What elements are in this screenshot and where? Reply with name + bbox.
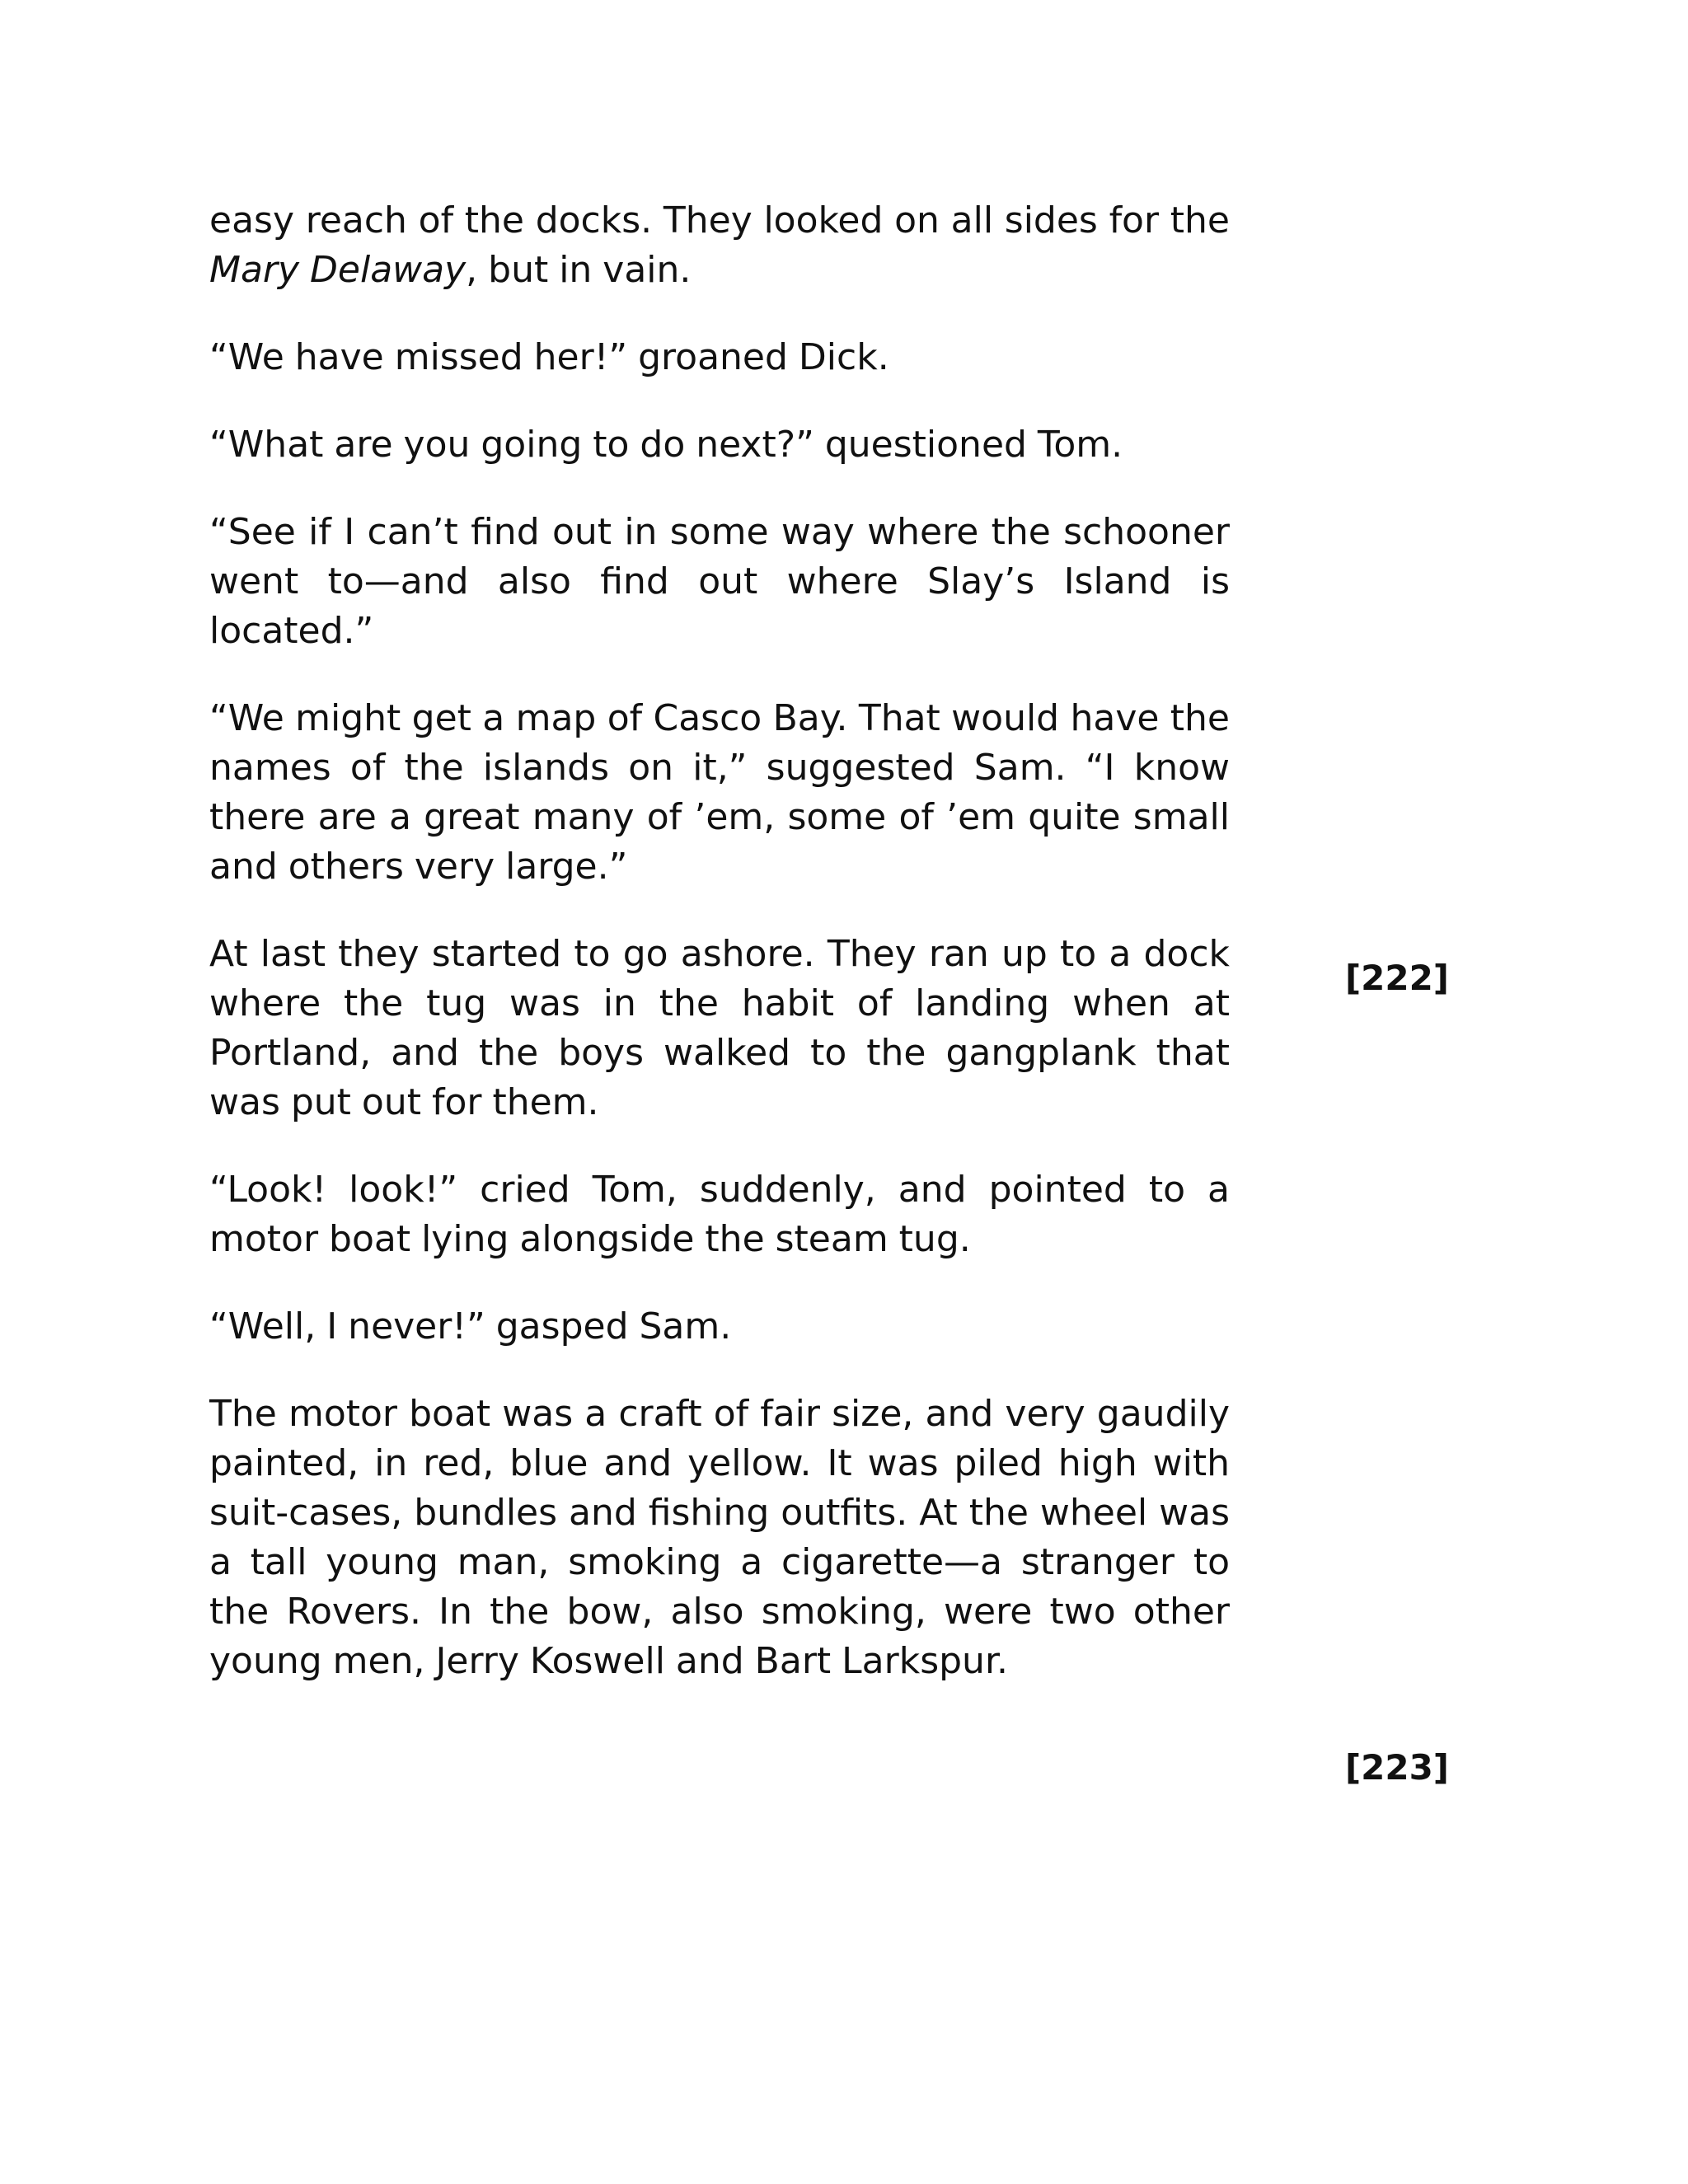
ship-name: Mary Delaway — [209, 249, 467, 291]
paragraph-1-end: , but in vain. — [466, 249, 692, 291]
paragraph-8: “Well, I never!” gasped Sam. — [209, 1305, 732, 1347]
paragraph-1-start: easy reach of the docks. They looked on all sides for the — [209, 199, 1230, 241]
paragraph-5: “We might get a map of Casco Bay. That would have the names of the islands on it,” suggested Sam. “I know there are a great many of ’em, some of ’em quite small and others very large.” — [209, 697, 1230, 888]
book-text — [209, 196, 1230, 1724]
paragraph-6: At last they started to go ashore. They ran up to a dock where the tug was in the habit of landing when at Portland, and the boys walked to the gangplank that was put out for them. — [209, 933, 1230, 1123]
paragraph-9: The motor boat was a craft of fair size, and very gaudily painted, in red, blue and yellow. It was piled high with suit-cases, bundles and fishing outfits. At the wheel was a tall young man, smoking a cigarette—a stranger to the Rovers. In the bow, also smoking, were two other young men, Jerry Koswell and Bart Larkspur. — [209, 1393, 1230, 1682]
page-number-223: [223] — [1344, 1747, 1449, 1788]
page-number-222: [222] — [1344, 958, 1449, 998]
paragraph-4: “See if I can’t find out in some way where the schooner went to—and also find out where Slay’s Island is located.” — [209, 511, 1230, 652]
paragraph-7: “Look! look!” cried Tom, suddenly, and pointed to a motor boat lying alongside the steam tug. — [209, 1169, 1230, 1260]
paragraph-3: “What are you going to do next?” questioned Tom. — [209, 424, 1123, 466]
paragraph-1 — [209, 196, 1230, 295]
paragraph-2: “We have missed her!” groaned Dick. — [209, 336, 889, 378]
